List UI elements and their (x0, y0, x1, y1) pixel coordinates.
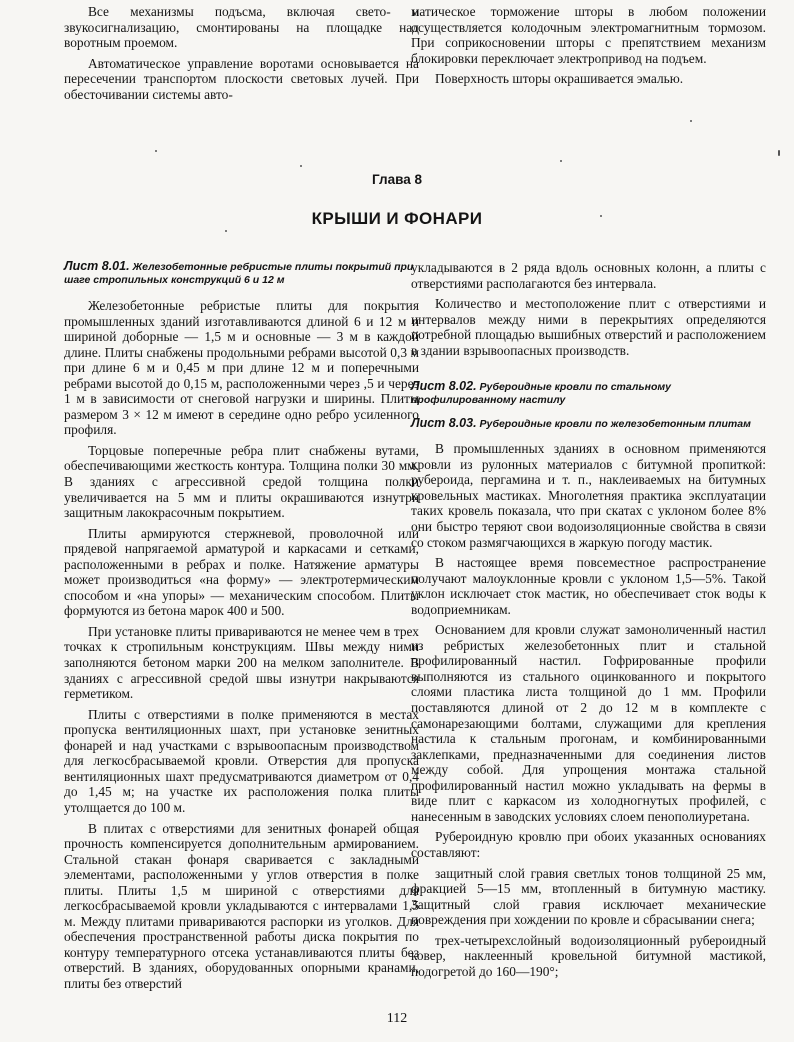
top-right-column (411, 4, 766, 87)
paragraph: укладываются в 2 ряда вдоль основных колонн, а плиты с отверстиями располагаются без интервала. (411, 260, 766, 291)
scan-speck (225, 230, 227, 232)
sheet-title: Рубероидные кровли по железобетонным плитам (479, 418, 751, 431)
scan-speck (560, 160, 562, 162)
paragraph: В настоящее время повсеместное распространение получают малоуклонные кровли с уклоном 1,5—5%. Такой уклон исключает сток мастик, но обеспечивает сток воды к водоприемникам. (411, 555, 766, 617)
paragraph: Количество и местоположение плит с отверстиями и интервалов между ними в перекрытиях определяются потребной площадью вышибных отверстий и расположением в здании взрывоопасных производств. (411, 296, 766, 358)
paragraph: Автоматическое управление воротами основывается на пересечении транспортом плоскости световых лучей. При обесточивании системы авто- (64, 55, 419, 102)
page-number: 112 (386, 1011, 408, 1026)
paragraph: защитный слой гравия светлых тонов толщиной 25 мм, фракцией 5—15 мм, втопленный в битумную мастику. Защитный слой гравия исключает механические повреждения при хождении по кровле и сбрасывании снега; (411, 865, 766, 928)
paragraph: трех-четырехслойный водоизоляционный рубероидный ковер, наклеенный кровельной битумной мастикой, подогретой до 160—190°; (411, 932, 766, 979)
paragraph: В промышленных зданиях в основном применяются кровли из рулонных материалов с битумной пропиткой: рубероида, пергамина и т. п., наклеиваемых на битумных кровельных мастиках. Многолетняя практика эксплуатации таких кровель показала, что при скатах с уклоном более 8% они быстро теряют свои водоизоляционные свойства в связи со стоком размягчающихся в жаркую погоду мастик. (411, 441, 766, 550)
paragraph: Плиты с отверстиями в полке применяются в местах пропуска вентиляционных шахт, при установке зенитных фонарей и над участками с взрывоопасным производством для легкосбрасываемой кровли. Отверстия для пропуска вентиляционных шахт предусматриваются диаметром от 0,4 до 1,45 м; на участке их расположения полка плиты утолщается до 100 м. (64, 706, 419, 815)
sheet-heading-8-02 (411, 380, 766, 407)
paragraph: Железобетонные ребристые плиты для покрытия промышленных зданий изготавливаются длиной 6 и 12 м и шириной доборные — 1,5 м и основные — 3 м в каждой длине. Плиты снабжены продольными ребрами высотой 0,3 м при длине 6 м и 0,45 м при длине 12 м и поперечными ребрами высотой до 0,15 м, расположенными через ,5 и через 1 м в зависимости от снеговой нагрузки и ширины. Плиты размером 3 × 12 м имеют в середине одно ребро усиленного профиля. (64, 298, 419, 438)
sheet-title: Рубероидные кровли по стальному профилированному настилу (411, 381, 671, 407)
paragraph: В плитах с отверстиями для зенитных фонарей общая прочность компенсируется дополнительным армированием. Стальной стакан фонаря сваривается с закладными элементами, расположенными у углов отверстия в полке плиты. Плиты 1,5 м шириной с отверстиями для легкосбрасываемой кровли укладываются с интервалами 1,5 м. Между плитами привариваются распорки из уголков. Для обеспечения пространственной работы диска покрытия по контуру температурного отсека устанавливаются плиты без отверстий. В зданиях, оборудованных опорными кранами, плиты без отверстий (64, 820, 419, 991)
sheet-number: Лист 8.03. (411, 416, 477, 431)
sheet-heading-8-01 (64, 260, 424, 287)
chapter-label: Глава 8 (372, 172, 422, 187)
paragraph: При установке плиты привариваются не менее чем в трех точках к стропильным конструкциям. Швы между ними заполняются бетоном марки 200 на мелком заполнителе. В зданиях с агрессивной средой швы изнутри накрываются герметиком. (64, 623, 419, 702)
right-column (411, 260, 766, 979)
top-left-column (64, 4, 419, 102)
paragraph: Все механизмы подъсма, включая свето- и звукосигнализацию, смонтированы на площадке над воротным проемом. (64, 4, 419, 51)
scan-speck (155, 150, 157, 152)
sheet-title: Железобетонные ребристые плиты покрытий при шаге стропильных конструкций 6 и 12 м (64, 261, 414, 286)
paragraph: Поверхность шторы окрашивается эмалью. (435, 71, 684, 87)
left-column (64, 259, 419, 992)
paragraph: матическое торможение шторы в любом положении осуществляется колодочным электромагнитным тормозом. При соприкосновении шторы с препятствием механизм блокировки переключает электропривод на подъем. (411, 4, 766, 66)
paragraph: Основанием для кровли служат замоноличенный настил из ребристых железобетонных плит и стальной профилированный настил. Гофрированные профили выполняются из стального оцинкованного и покрытого слоями пластика листа толщиной до 1 мм. Профили поставляются длиной от 2 до 12 м в комплекте с самонарезающими болтами, служащими для крепления настила к стальным прогонам, и комбинированными заклепками, предназначенными для соединения листов между собой. Для упрощения монтажа стальной профилированный настил можно укладывать на фермы в виде плит с каркасом из холодногнутых профилей, с нанесенным в заводских условиях слоем пенополиуретана. (411, 622, 766, 824)
paragraph: Плиты армируются стержневой, проволочной или прядевой напрягаемой арматурой и каркасами и сетками, расположенными в ребрах и полке. Натяжение арматуры может производиться «на форму» — электротермическим способом и «на упоры» — механическим способом. Плиты формуются из бетона марок 400 и 500. (64, 525, 419, 619)
sheet-number: Лист 8.01. (64, 259, 130, 273)
scan-speck (600, 215, 602, 217)
scan-speck (300, 165, 302, 167)
scan-speck (778, 150, 780, 156)
sheet-heading-8-03 (411, 417, 766, 431)
paragraph: Рубероидную кровлю при обоих указанных основаниях составляют: (411, 829, 766, 860)
scan-speck (690, 120, 692, 122)
chapter-title: КРЫШИ И ФОНАРИ (311, 209, 483, 228)
paragraph: Торцовые поперечные ребра плит снабжены вутами, обеспечивающими жесткость контура. Толщина полки 30 мм. В зданиях с агрессивной средой толщина полки увеличивается на 5 мм и плиты окрашиваются изнутри защитным лакокрасочным покрытием. (64, 442, 419, 521)
sheet-number: Лист 8.02. (411, 379, 477, 394)
